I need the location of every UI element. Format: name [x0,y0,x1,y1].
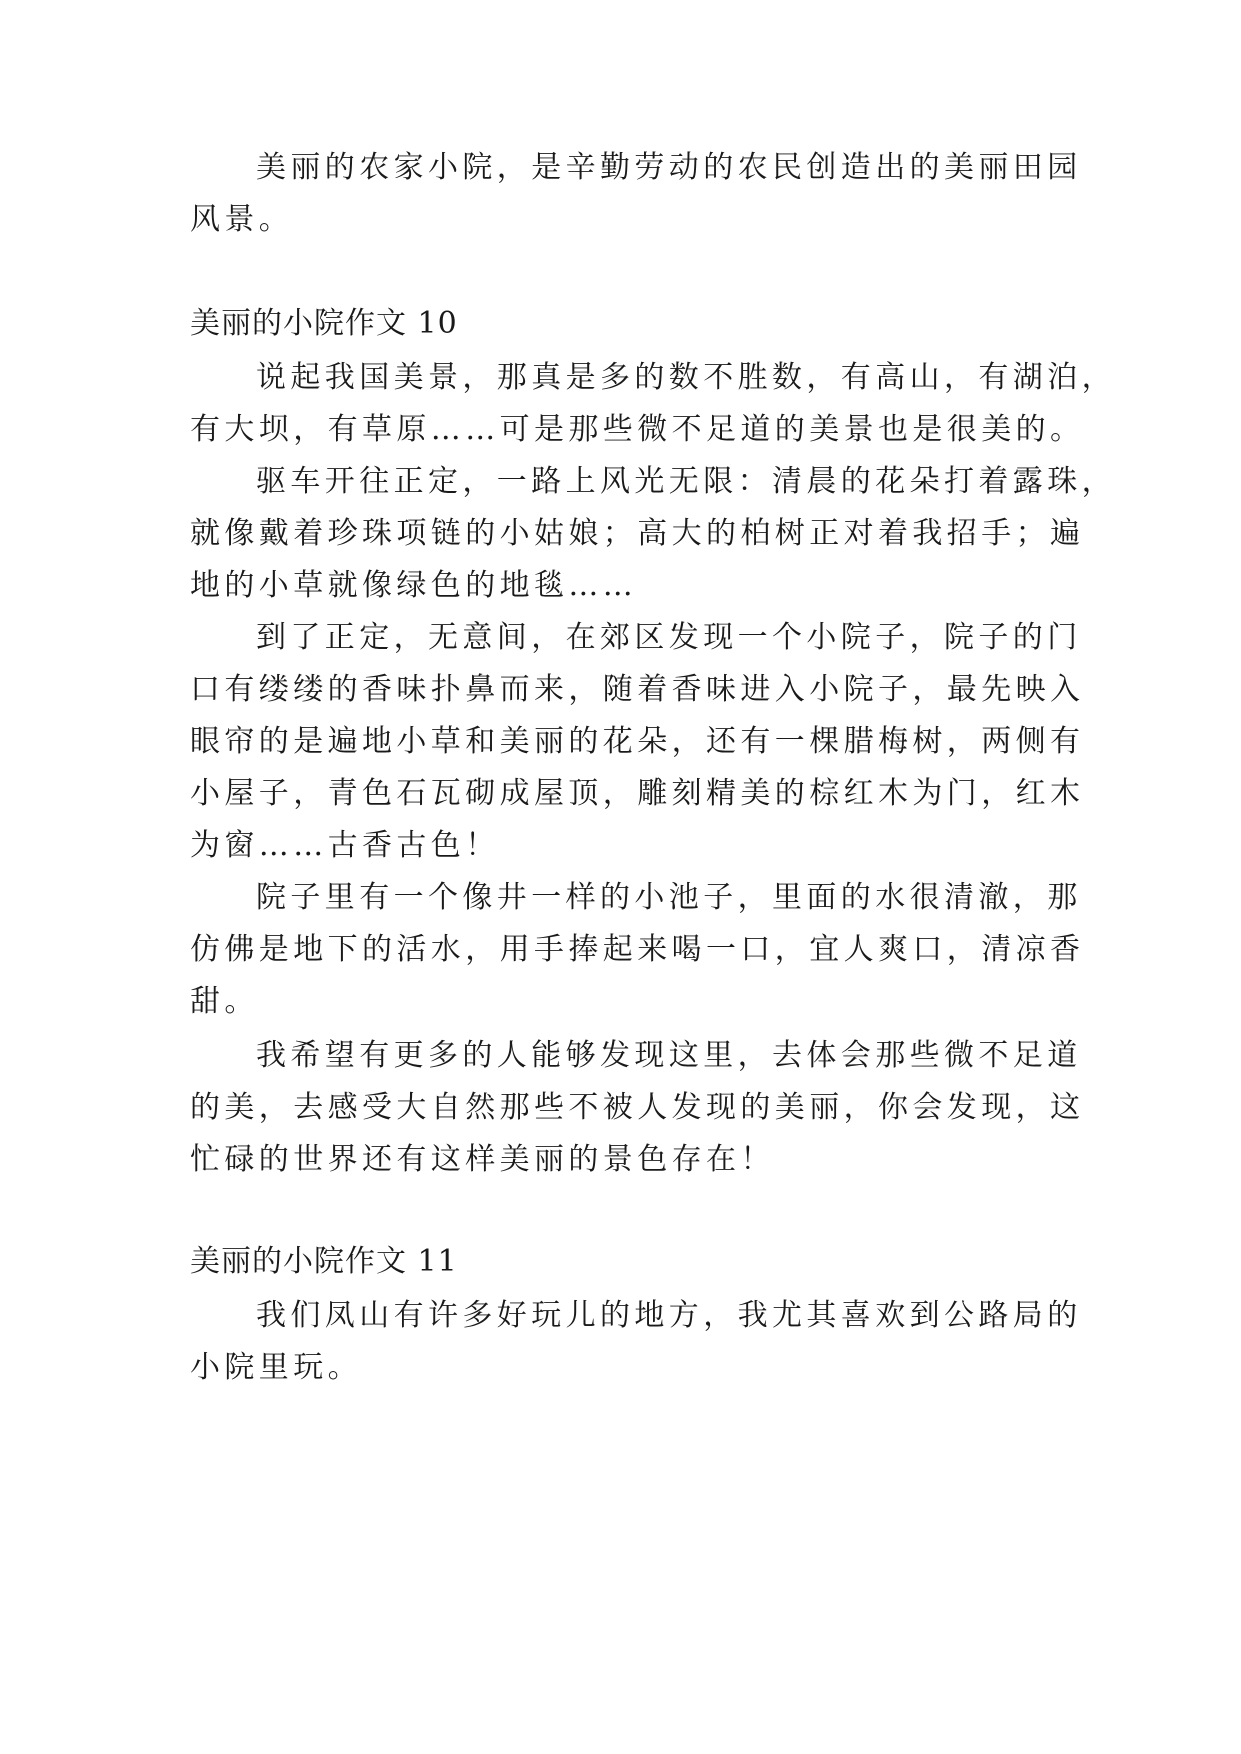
paragraph-line: 忙碌的世界还有这样美丽的景色存在！ [190,1142,775,1177]
paragraph-line: 我希望有更多的人能够发现这里，去体会那些微不足道 [256,1038,1082,1073]
paragraph-line: 为窗……古香古色！ [190,828,500,863]
paragraph-line: 的美，去感受大自然那些不被人发现的美丽，你会发现，这 [190,1090,1085,1125]
paragraph-line: 眼帘的是遍地小草和美丽的花朵，还有一棵腊梅树，两侧有 [190,724,1085,759]
paragraph-line: 仿佛是地下的活水，用手捧起来喝一口，宜人爽口，清凉香 [190,932,1085,967]
paragraph-line: 美丽的农家小院，是辛勤劳动的农民创造出的美丽田园 [256,150,1082,185]
paragraph-line: 说起我国美景，那真是多的数不胜数，有高山，有湖泊， [256,360,1116,395]
paragraph-line: 小院里玩。 [190,1350,362,1385]
section-heading: 美丽的小院作文 11 [190,1244,458,1279]
paragraph-line: 小屋子，青色石瓦砌成屋顶，雕刻精美的棕红木为门，红木 [190,776,1085,811]
paragraph-line: 甜。 [190,984,259,1019]
paragraph-line: 驱车开往正定，一路上风光无限：清晨的花朵打着露珠， [256,464,1116,499]
paragraph-line: 地的小草就像绿色的地毯…… [190,568,638,603]
paragraph-line: 有大坝，有草原……可是那些微不足道的美景也是很美的。 [190,412,1085,447]
paragraph-line: 到了正定，无意间，在郊区发现一个小院子，院子的门 [256,620,1082,655]
paragraph-line: 我们凤山有许多好玩儿的地方，我尤其喜欢到公路局的 [256,1298,1082,1333]
paragraph-line: 院子里有一个像井一样的小池子，里面的水很清澈，那 [256,880,1082,915]
paragraph-line: 口有缕缕的香味扑鼻而来，随着香味进入小院子，最先映入 [190,672,1085,707]
paragraph-line: 风景。 [190,202,294,237]
section-heading: 美丽的小院作文 10 [190,306,458,341]
paragraph-line: 就像戴着珍珠项链的小姑娘；高大的柏树正对着我招手；遍 [190,516,1085,551]
